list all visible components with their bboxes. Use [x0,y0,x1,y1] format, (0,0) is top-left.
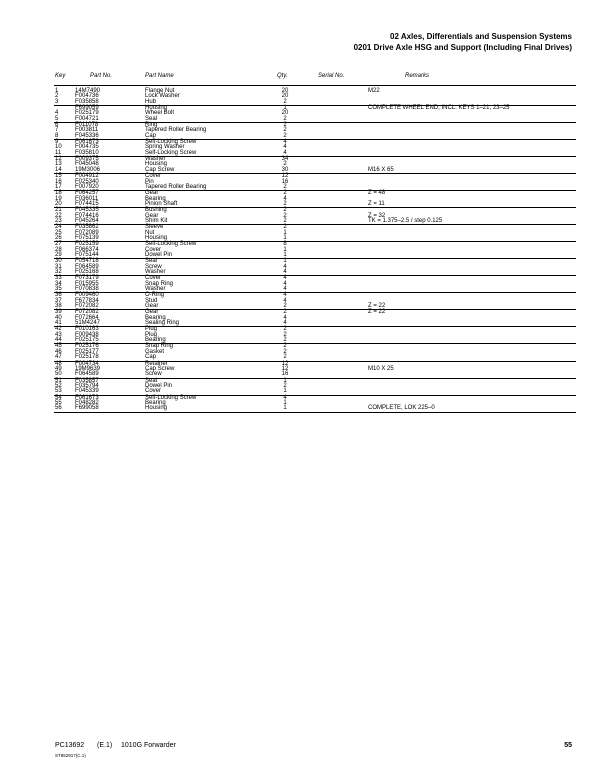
key-cell: 40 [55,314,62,321]
key-cell: 33 [55,275,62,282]
remarks-cell: Z = 22 [368,303,386,310]
part-number-cell: F072082 [75,303,99,310]
table-row [0,372,600,377]
part-number-cell: F004735 [75,144,99,151]
quantity-cell: 1 [283,105,287,112]
part-number-cell: F011078 [75,122,99,129]
key-cell: 1 [55,88,59,94]
part-number-cell: F054718 [75,258,99,265]
part-name-cell: Tapered Roller Bearing [145,127,207,134]
part-name-cell: Gear [145,212,159,219]
col-header-part-name: Part Name [145,73,174,79]
part-name-cell: Cap [145,354,157,361]
part-name-cell: Sealing Ring [145,320,180,327]
edition: (E.1) [97,742,113,749]
quantity-cell: 4 [283,280,287,287]
part-name-cell: Washer [145,269,166,275]
part-number-cell: F699058 [75,405,99,412]
part-name-cell: Shim Kit [145,217,168,224]
part-name-cell: Self-Locking Screw [145,149,197,156]
page-number: 55 [564,742,572,749]
part-number-cell: F004721 [75,115,99,122]
part-name-cell: Cover [145,246,162,253]
part-name-cell: Plug [145,326,158,333]
part-number-cell: F009460 [75,292,99,299]
quantity-cell: 8 [283,241,287,248]
part-name-cell: Plug [145,331,158,338]
part-name-cell: Bearing [145,195,166,202]
quantity-cell: 1 [283,399,287,406]
quantity-cell: 2 [283,127,287,134]
remarks-cell: COMPLETE WHEEL END, INCL. KEYS 1–21, 23–25 [368,105,510,112]
quantity-cell: 1 [283,251,287,258]
key-cell: 15 [55,173,62,180]
key-cell: 46 [55,348,62,355]
remarks-cell: Z = 22 [368,309,386,316]
part-number-cell: F035857 [75,377,99,384]
part-name-cell: Ring [145,122,158,129]
key-cell: 8 [55,132,59,139]
part-name-cell: Cap Screw [145,365,175,372]
quantity-cell: 20 [281,93,289,100]
part-name-cell: Retainer [145,360,168,367]
part-number-cell: F048282 [75,399,99,406]
key-cell: 28 [55,246,62,253]
quantity-cell: 1 [283,246,287,253]
key-cell: 19 [55,195,62,202]
part-number-cell: F025159 [75,241,99,248]
part-name-cell: Cover [145,275,162,282]
key-cell: 23 [55,217,62,224]
key-cell: 50 [55,371,62,378]
quantity-cell: 2 [283,354,287,361]
quantity-cell: 20 [281,88,289,94]
quantity-cell: 1 [283,388,287,395]
part-name-cell: Washer [145,286,166,293]
part-number-cell: F074416 [75,212,99,219]
quantity-cell: 4 [283,195,287,202]
quantity-cell: 2 [283,132,287,139]
part-name-cell: Snap Ring [145,343,174,350]
part-name-cell: Self-Locking Screw [145,394,197,401]
part-number-cell: F072089 [75,229,99,236]
quantity-cell: 12 [281,173,289,180]
quantity-cell: 20 [281,110,289,117]
section-title: 02 Axles, Differentials and Suspension Systems [390,32,572,41]
part-name-cell: Housing [145,234,168,241]
part-number-cell: F045339 [75,388,99,395]
key-cell: 47 [55,354,62,361]
quantity-cell: 12 [281,360,289,367]
quantity-cell: 4 [283,139,287,146]
part-name-cell: Self-Locking Screw [145,139,197,146]
key-cell: 34 [55,280,62,287]
quantity-cell: 2 [283,326,287,333]
key-cell: 21 [55,207,62,214]
key-cell: 52 [55,382,62,389]
key-cell: 3 [55,98,59,105]
part-name-cell: Gear [145,309,159,316]
part-name-cell: Sleeve [145,224,164,231]
parts-list [0,89,600,413]
quantity-cell: 4 [283,320,287,327]
part-name-cell: Spring Washer [145,144,185,151]
key-cell: 20 [55,200,62,207]
part-name-cell: Gasket [145,348,165,355]
part-number-cell: F045048 [75,161,99,168]
key-cell: 5 [55,115,59,122]
col-header-qty: Qty. [277,73,288,79]
part-number-cell: F035810 [75,149,99,156]
quantity-cell: 2 [283,337,287,344]
part-number-cell: F074415 [75,200,99,207]
part-number-cell: 51M4247 [75,320,101,327]
part-name-cell: Screw [145,371,162,378]
quantity-cell: 2 [283,161,287,168]
part-group [0,123,600,139]
part-number-cell: F025340 [75,178,99,185]
key-cell: 14 [55,166,62,173]
part-number-cell: F025168 [75,269,99,275]
key-cell: 6 [55,122,59,129]
key-cell: 9 [55,139,59,146]
part-number-cell: F025176 [75,343,99,350]
part-name-cell: Cap Screw [145,166,175,173]
key-cell: 29 [55,251,62,258]
part-name-cell: Washer [145,156,166,163]
part-number-cell: F064589 [75,263,99,270]
table-row [0,406,600,411]
col-header-key: Key [55,73,66,79]
part-number-cell: F025175 [75,337,99,344]
quantity-cell: 2 [283,98,287,105]
part-number-cell: F677834 [75,297,99,304]
part-number-cell: F699059 [75,105,99,112]
part-group [0,140,600,156]
part-name-cell: Seal [145,258,158,265]
part-number-cell: F064257 [75,190,99,197]
key-cell: 31 [55,263,62,270]
part-number-cell: 14M7490 [75,88,101,94]
part-number-cell: F061673 [75,394,99,401]
quantity-cell: 2 [283,382,287,389]
key-cell: 49 [55,365,62,372]
part-number-cell: F010163 [75,326,99,333]
quantity-cell: 2 [283,331,287,338]
key-cell: 56 [55,405,62,412]
part-number-cell: F075144 [75,251,99,258]
part-number-cell: F045335 [75,207,99,214]
key-cell: 37 [55,297,62,304]
part-number-cell: F036011 [75,195,99,202]
quantity-cell: 2 [283,190,287,197]
part-number-cell: F004734 [75,360,99,367]
col-header-remarks: Remarks [405,73,430,79]
key-cell: 32 [55,269,62,275]
key-cell: 38 [55,303,62,310]
part-group [0,310,600,326]
subsection-title: 0201 Drive Axle HSG and Support (Including Final Drives) [353,43,572,52]
quantity-cell: 4 [283,292,287,299]
remarks-cell: Z = 32 [368,212,386,219]
key-cell: 24 [55,224,62,231]
part-number-cell: F064589 [75,371,99,378]
key-cell: 12 [55,156,62,163]
quantity-cell: 2 [283,183,287,190]
quantity-cell: 2 [283,115,287,122]
remarks-cell: M22 [368,88,380,94]
part-name-cell: Dowel Pin [145,382,173,389]
part-name-cell: Flange Nut [145,88,175,94]
part-name-cell: Dowel Pin [145,251,173,258]
part-number-cell: F015955 [75,280,99,287]
part-group [0,208,600,224]
part-number-cell: F073179 [75,275,99,282]
quantity-cell: 2 [283,224,287,231]
part-name-cell: Stud [145,297,158,304]
key-cell: 13 [55,161,62,168]
part-number-cell: F075139 [75,234,99,241]
part-name-cell: Self-Locking Screw [145,241,197,248]
part-name-cell: Seal [145,377,158,384]
key-cell: 30 [55,258,62,265]
header-rule [54,85,576,86]
quantity-cell: 4 [283,263,287,270]
part-name-cell: Pinion Shaft [145,200,178,207]
quantity-cell: 16 [281,178,289,185]
part-group [0,174,600,190]
key-cell: 51 [55,377,62,384]
part-name-cell: Housing [145,161,168,168]
reference-code: ST852917(C.1) [55,753,86,758]
quantity-cell: 2 [283,343,287,350]
quantity-cell: 2 [283,200,287,207]
part-number-cell: F025177 [75,348,99,355]
part-name-cell: Bearing [145,314,166,321]
part-name-cell: Gear [145,190,159,197]
key-cell: 54 [55,394,62,401]
quantity-cell: 2 [283,212,287,219]
part-name-cell: O-Ring [145,292,165,299]
key-cell: 10 [55,144,62,151]
key-cell: 35 [55,286,62,293]
part-number-cell: F007920 [75,183,99,190]
part-group [0,276,600,292]
remarks-cell: Z = 48 [368,190,386,197]
doc-id: PC13692 [55,742,85,749]
key-cell: 2 [55,93,59,100]
remarks-cell: M10 X 25 [368,365,394,372]
quantity-cell: 34 [281,156,289,163]
part-number-cell: F035858 [75,98,99,105]
table-row [0,355,600,360]
part-group [0,327,600,343]
part-number-cell: F009375 [75,156,99,163]
part-group [0,362,600,378]
remarks-cell: TK = 1.375–2.5 / step 0.125 [368,217,443,224]
part-name-cell: Cover [145,173,162,180]
part-number-cell: 19M9639 [75,365,101,372]
key-cell: 55 [55,399,62,406]
quantity-cell: 4 [283,297,287,304]
key-cell: 16 [55,178,62,185]
model-name: 1010G Forwarder [121,742,176,749]
part-number-cell: F025178 [75,354,99,361]
part-group [0,106,600,122]
part-name-cell: Housing [145,405,168,412]
quantity-cell: 2 [283,303,287,310]
key-cell: 26 [55,234,62,241]
part-number-cell: F072664 [75,314,99,321]
part-name-cell: Tapered Roller Bearing [145,183,207,190]
part-number-cell: F035862 [75,224,99,231]
quantity-cell: 2 [283,309,287,316]
key-cell: 18 [55,190,62,197]
quantity-cell: 2 [283,122,287,129]
part-group [0,157,600,173]
quantity-cell: 4 [283,286,287,293]
key-cell: 17 [55,183,62,190]
part-number-cell: F035794 [75,382,99,389]
quantity-cell: 1 [283,258,287,265]
part-number-cell: F045336 [75,132,99,139]
quantity-cell: 1 [283,229,287,236]
part-number-cell: F070838 [75,286,99,293]
part-name-cell: Seal [145,115,158,122]
quantity-cell: 2 [283,348,287,355]
key-cell: 42 [55,326,62,333]
part-name-cell: Bushing [145,207,167,214]
part-name-cell: Cap [145,132,157,139]
part-number-cell: F003811 [75,127,99,134]
part-number-cell: F066374 [75,246,99,253]
key-cell: 45 [55,343,62,350]
part-group [0,89,600,105]
part-name-cell: Nut [145,229,155,236]
quantity-cell: 30 [281,166,289,173]
key-cell: 4 [55,110,59,117]
quantity-cell: 4 [283,314,287,321]
group-divider [54,412,576,413]
quantity-cell: 16 [281,371,289,378]
key-cell: 41 [55,320,62,327]
part-number-cell: F004912 [75,173,99,180]
part-number-cell: F045264 [75,217,99,224]
quantity-cell: 4 [283,144,287,151]
quantity-cell: 1 [283,234,287,241]
col-header-part-no: Part No. [90,73,113,79]
key-cell: 44 [55,337,62,344]
part-number-cell: 19M3006 [75,166,101,173]
part-group [0,293,600,309]
part-name-cell: Pin [145,178,154,185]
key-cell: 53 [55,388,62,395]
part-group [0,225,600,241]
quantity-cell: 4 [283,275,287,282]
key-cell: 36 [55,292,62,299]
key-cell: 43 [55,331,62,338]
part-group [0,259,600,275]
part-name-cell: Lock Washer [145,93,180,100]
part-number-cell: F004736 [75,93,99,100]
key-cell: 22 [55,212,62,219]
key-cell: 11 [55,149,62,156]
part-name-cell: Housing [145,105,168,112]
col-header-serial-no: Serial No. [318,73,345,79]
part-group [0,191,600,207]
quantity-cell: 2 [283,217,287,224]
remarks-cell: Z = 11 [368,200,385,207]
key-cell: 25 [55,229,62,236]
quantity-cell: 2 [283,207,287,214]
part-name-cell: Bearing [145,399,166,406]
table-row [0,389,600,394]
part-number-cell: F072082 [75,309,99,316]
quantity-cell: 12 [281,365,289,372]
part-name-cell: Gear [145,303,159,310]
key-cell: 48 [55,360,62,367]
key-cell: 27 [55,241,62,248]
quantity-cell: 4 [283,269,287,275]
part-group [0,242,600,258]
part-name-cell: Screw [145,263,162,270]
quantity-cell: 1 [283,405,287,412]
part-number-cell: F025179 [75,110,99,117]
part-name-cell: Wheel Bolt [145,110,175,117]
key-cell: 39 [55,309,62,316]
part-group [0,344,600,360]
quantity-cell: 1 [283,377,287,384]
part-name-cell: Hub [145,98,157,105]
part-number-cell: F061673 [75,139,99,146]
part-name-cell: Cover [145,388,162,395]
quantity-cell: 4 [283,149,287,156]
remarks-cell: COMPLETE, LOK 225–0 [368,405,435,412]
quantity-cell: 4 [283,394,287,401]
part-name-cell: Bearing [145,337,166,344]
part-group [0,396,600,412]
part-group [0,379,600,395]
part-name-cell: Snap Ring [145,280,174,287]
key-cell: 7 [55,127,59,134]
remarks-cell: M16 X 65 [368,166,394,173]
part-number-cell: F009438 [75,331,99,338]
